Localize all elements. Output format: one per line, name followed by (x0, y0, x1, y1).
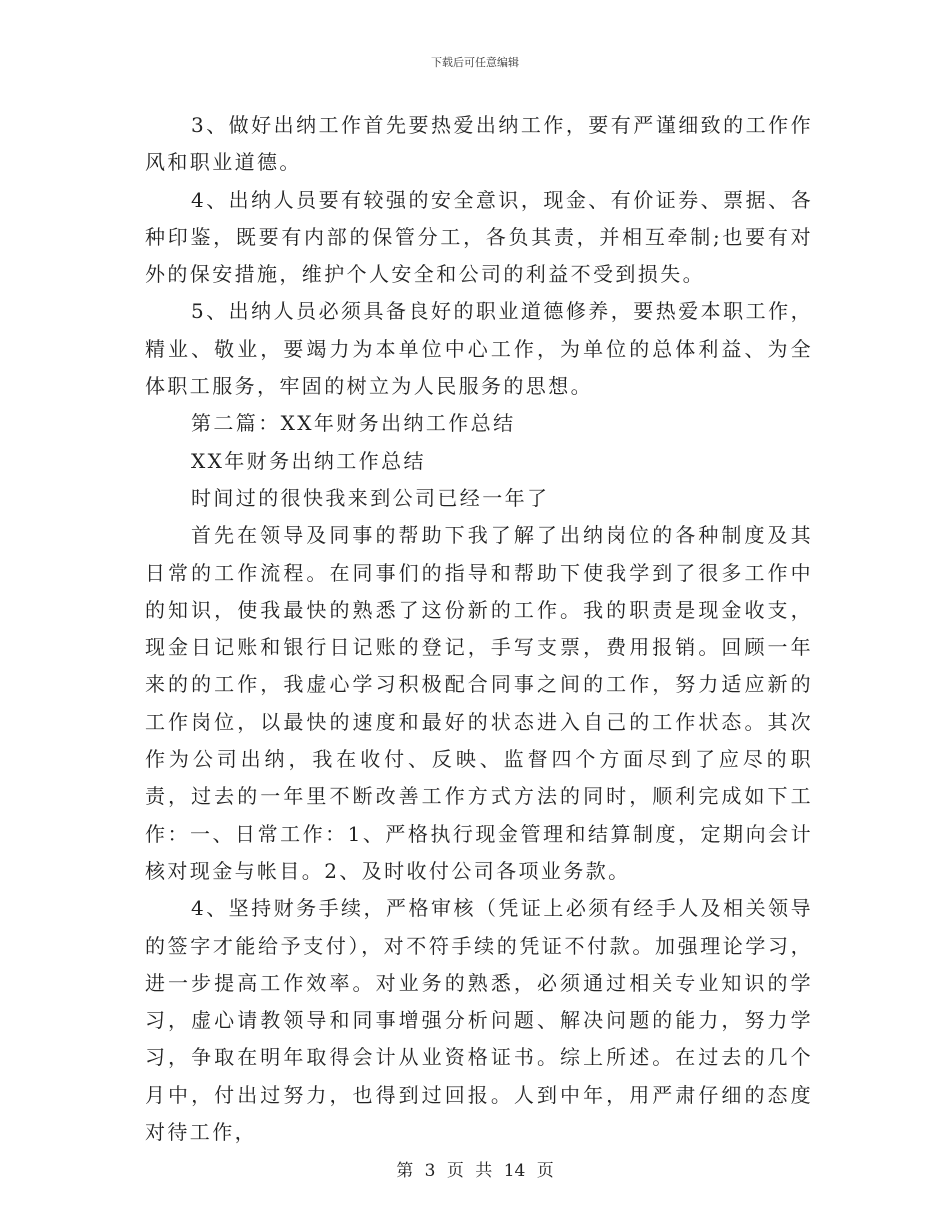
paragraph-body-1: 首先在领导及同事的帮助下我了解了出纳岗位的各种制度及其日常的工作流程。在同事们的指导和帮助下使我学到了很多工作中的知识，使我最快的熟悉了这份新的工作。我的职责是现金收支，现金日记账和银行日记账的登记，手写支票，费用报销。回顾一年来的的工作，我虚心学习积极配合同事之间的工作，努力适应新的工作岗位，以最快的速度和最好的状态进入自己的工作状态。其次作为公司出纳，我在收付、反映、监督四个方面尽到了应尽的职责，过去的一年里不断改善工作方式方法的同时，顺利完成如下工作：一、日常工作：1、严格执行现金管理和结算制度，定期向会计核对现金与帐目。2、及时收付公司各项业务款。 (145, 523, 813, 883)
intro-line: 时间过的很快我来到公司已经一年了 (191, 485, 550, 510)
section-heading: 第二篇：XX年财务出纳工作总结 (191, 411, 516, 436)
article-title: XX年财务出纳工作总结 (191, 448, 426, 473)
paragraph-item-3: 3、做好出纳工作首先要热爱出纳工作，要有严谨细致的工作作风和职业道德。 (145, 113, 813, 175)
header-note: 下载后可任意编辑 (431, 56, 519, 69)
page-number: 第 3 页 共 14 页 (396, 1161, 554, 1181)
paragraph-body-2: 4、坚持财务手续，严格审核（凭证上必须有经手人及相关领导的签字才能给予支付），对不符手续的凭证不付款。加强理论学习，进一步提高工作效率。对业务的熟悉，必须通过相关专业知识的学习，虚心请教领导和同事增强分析问题、解决问题的能力，努力学习，争取在明年取得会计从业资格证书。综上所述。在过去的几个月中，付出过努力，也得到过回报。人到中年，用严肃仔细的态度对待工作， (145, 896, 813, 1145)
paragraph-item-4: 4、出纳人员要有较强的安全意识，现金、有价证券、票据、各种印鉴，既要有内部的保管分工，各负其责，并相互牵制;也要有对外的保安措施，维护个人安全和公司的利益不受到损失。 (145, 187, 813, 287)
document-body (145, 107, 813, 1151)
paragraph-item-5: 5、出纳人员必须具备良好的职业道德修养，要热爱本职工作，精业、敬业，要竭力为本单位中心工作，为单位的总体利益、为全体职工服务，牢固的树立为人民服务的思想。 (145, 299, 813, 399)
